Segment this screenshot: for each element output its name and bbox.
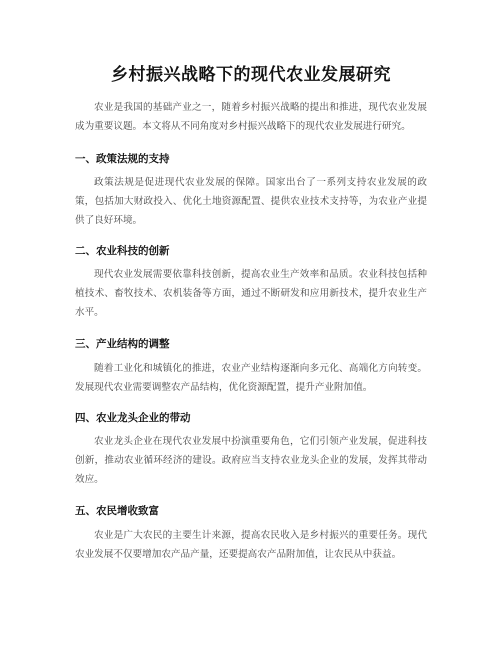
section-body-enterprise: 农业龙头企业在现代农业发展中扮演重要角色，它们引领产业发展，促进科技创新，推动农业循环经济的建设。政府应当支持农业龙头企业的发展，发挥其带动效应。	[75, 436, 427, 485]
section-heading-structure: 三、产业结构的调整	[75, 338, 170, 350]
section-heading-enterprise: 四、农业龙头企业的带动	[75, 412, 191, 424]
section-body-policy: 政策法规是促进现代农业发展的保障。国家出台了一系列支持农业发展的政策，包括加大财政投入、优化土地资源配置、提供农业技术支持等，为农业产业提供了良好环境。	[75, 177, 427, 226]
section-body-income: 农业是广大农民的主要生计来源，提高农民收入是乡村振兴的重要任务。现代农业发展不仅要增加农产品产量，还要提高农产品附加值，让农民从中获益。	[75, 530, 427, 560]
section-body-structure: 随着工业化和城镇化的推进，农业产业结构逐渐向多元化、高端化方向转变。发展现代农业需要调整农产品结构，优化资源配置，提升产业附加值。	[75, 363, 427, 393]
section-heading-policy: 一、政策法规的支持	[75, 153, 170, 165]
section-heading-technology: 二、农业科技的创新	[75, 245, 170, 257]
intro-paragraph: 农业是我国的基础产业之一，随着乡村振兴战略的提出和推进，现代农业发展成为重要议题。本文将从不同角度对乡村振兴战略下的现代农业发展进行研究。	[75, 102, 427, 132]
section-body-technology: 现代农业发展需要依靠科技创新，提高农业生产效率和品质。农业科技包括种植技术、畜牧技术、农机装备等方面，通过不断研发和应用新技术，提升农业生产水平。	[75, 269, 427, 318]
section-heading-income: 五、农民增收致富	[75, 505, 159, 517]
document-title: 乡村振兴战略下的现代农业发展研究	[111, 65, 391, 85]
